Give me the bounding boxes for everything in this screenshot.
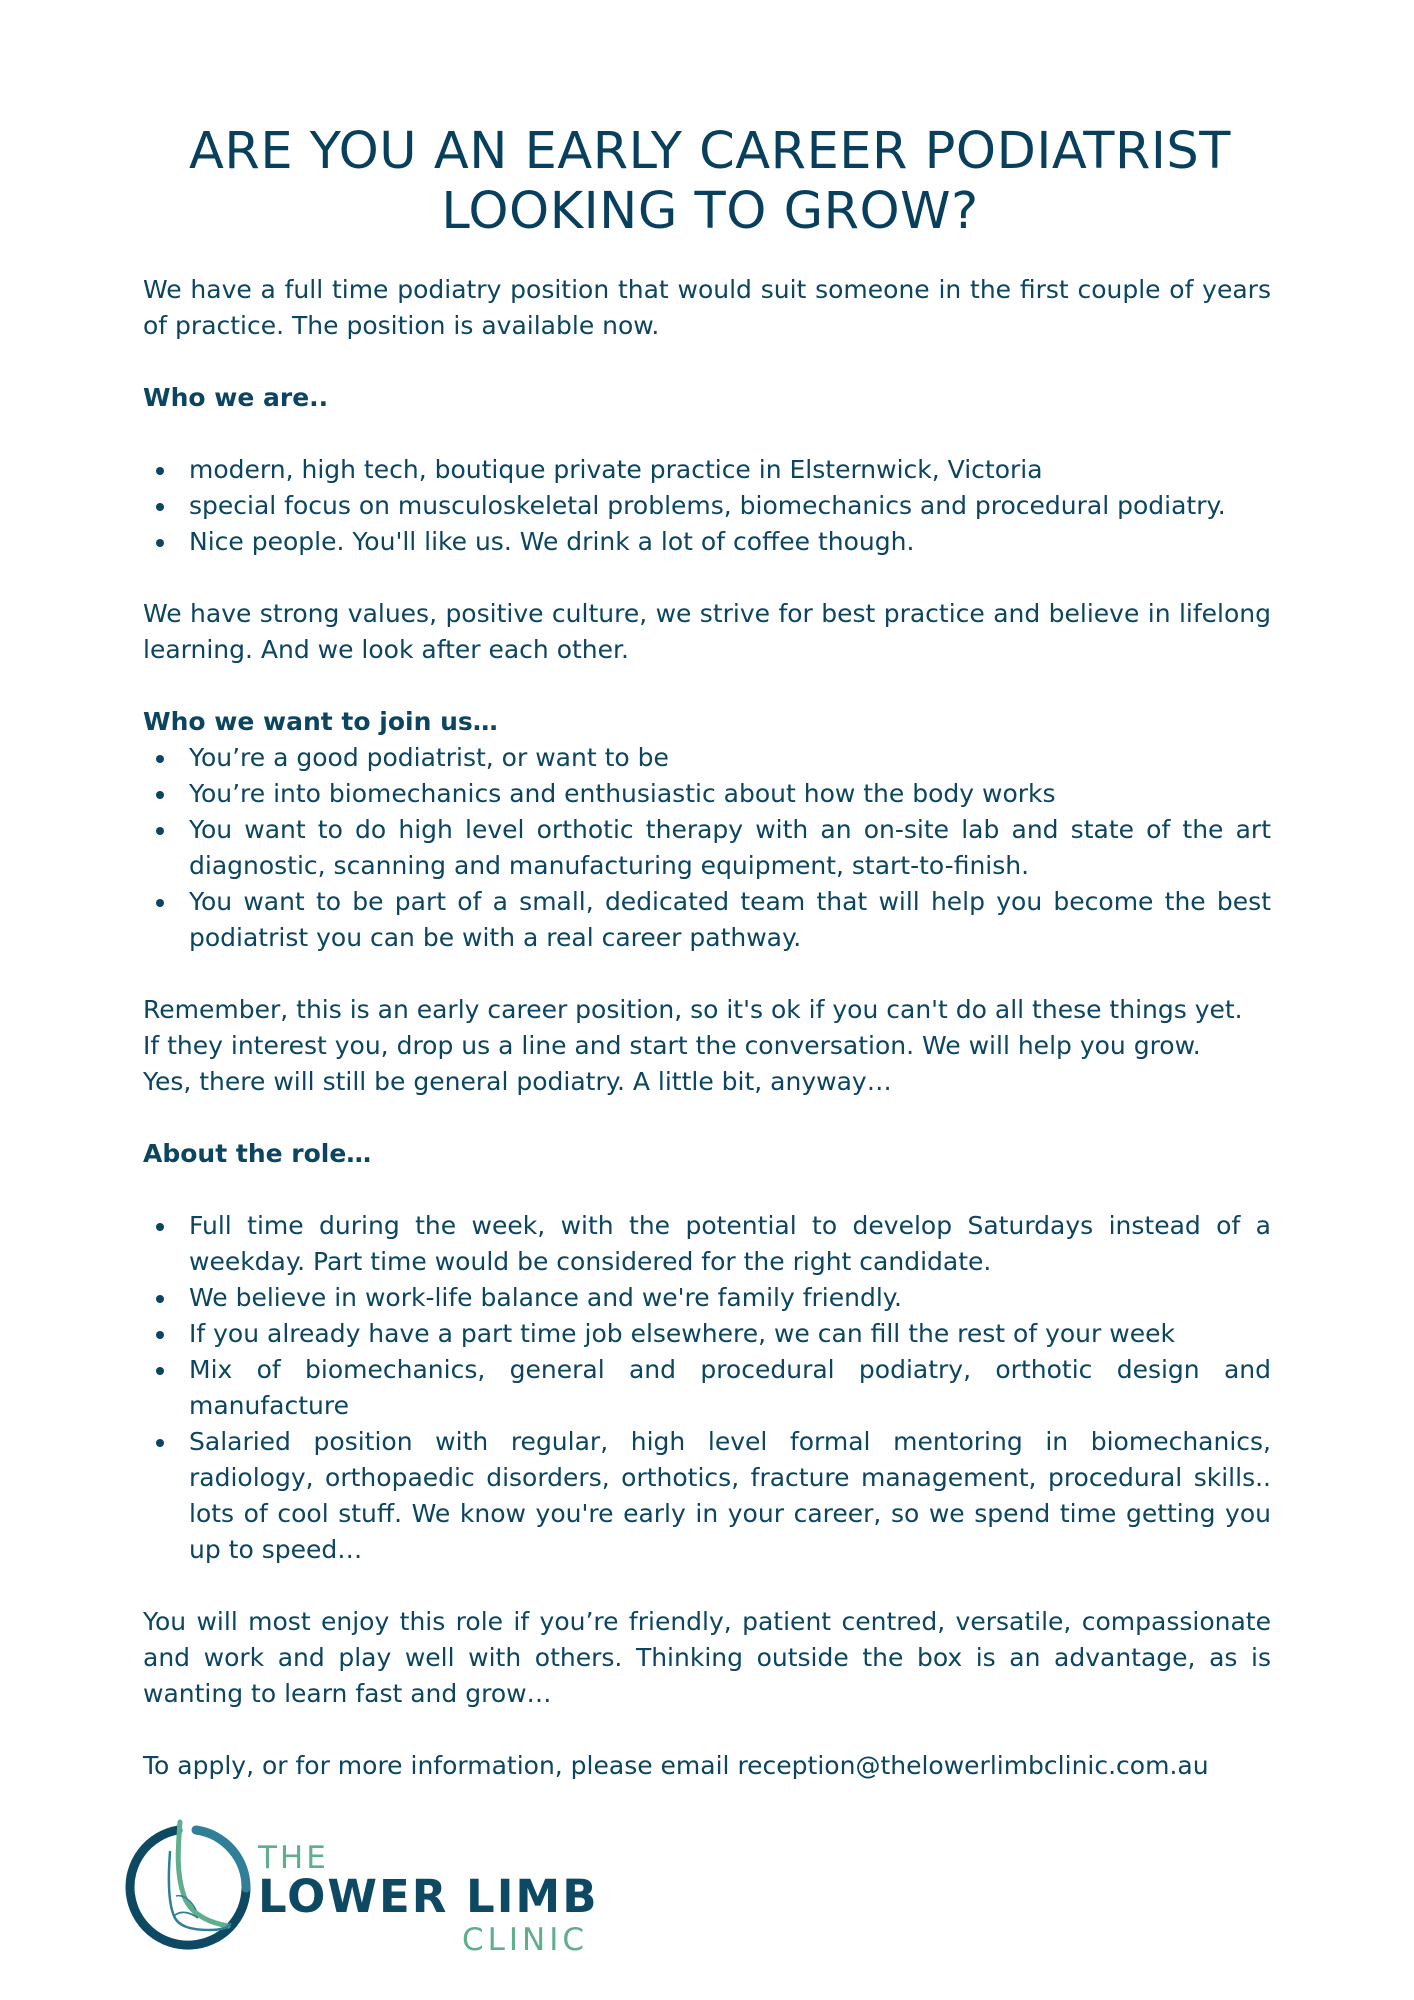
list-item: Nice people. You'll like us. We drink a lot of coffee though. xyxy=(143,524,1271,560)
enjoy-paragraph: You will most enjoy this role if you’re friendly, patient centred, versatile, compassionate and work and play well with others. Thinking outside the box is an advantage, as is wanting to learn fast and grow… xyxy=(143,1607,1271,1708)
remember-line-1: Remember, this is an early career position, so it's ok if you can't do all these things yet. xyxy=(143,995,1243,1024)
intro-paragraph: We have a full time podiatry position that would suit someone in the first couple of years of practice. The position is available now. xyxy=(143,275,1271,340)
list-item: You want to be part of a small, dedicated team that will help you become the best podiatrist you can be with a real career pathway. xyxy=(143,884,1271,956)
list-item: You’re a good podiatrist, or want to be xyxy=(143,740,1271,776)
remember-line-3: Yes, there will still be general podiatry. A little bit, anyway… xyxy=(143,1067,892,1096)
list-item: If you already have a part time job elsewhere, we can fill the rest of your week xyxy=(143,1316,1271,1352)
list-item: We believe in work-life balance and we're family friendly. xyxy=(143,1280,1271,1316)
remember-line-2: If they interest you, drop us a line and start the conversation. We will help you grow. xyxy=(143,1031,1201,1060)
values-paragraph: We have strong values, positive culture, we strive for best practice and believe in lifelong learning. And we look after each other. xyxy=(143,599,1271,664)
list-item: special focus on musculoskeletal problems, biomechanics and procedural podiatry. xyxy=(143,488,1271,524)
about-role-list xyxy=(143,1208,1271,1568)
list-item: Salaried position with regular, high level formal mentoring in biomechanics, radiology, orthopaedic disorders, orthotics, fracture management, procedural skills.. lots of cool stuff. We know you're early in your career, so we spend time getting you up to speed… xyxy=(143,1424,1271,1568)
title-line-2: LOOKING TO GROW? xyxy=(441,182,979,241)
foot-circle-logo-icon xyxy=(118,1818,258,1958)
list-item: Full time during the week, with the potential to develop Saturdays instead of a weekday. Part time would be considered for the right candidate. xyxy=(143,1208,1271,1280)
who-we-are-heading: Who we are.. xyxy=(143,383,329,412)
clinic-logo xyxy=(118,1818,638,1958)
list-item: modern, high tech, boutique private practice in Elsternwick, Victoria xyxy=(143,452,1271,488)
who-we-want-heading: Who we want to join us… xyxy=(143,707,498,736)
list-item: You want to do high level orthotic therapy with an on-site lab and state of the art diagnostic, scanning and manufacturing equipment, start-to-finish. xyxy=(143,812,1271,884)
page-title xyxy=(120,122,1300,242)
who-we-are-list xyxy=(143,452,1271,560)
title-line-1: ARE YOU AN EARLY CAREER PODIATRIST xyxy=(189,122,1231,181)
who-we-want-list xyxy=(143,740,1271,956)
list-item: You’re into biomechanics and enthusiastic about how the body works xyxy=(143,776,1271,812)
apply-line: To apply, or for more information, please email reception@thelowerlimbclinic.com.au xyxy=(143,1751,1209,1780)
job-description xyxy=(143,272,1271,1784)
logo-word-lower-limb: LOWER LIMB xyxy=(258,1870,599,1923)
about-role-heading: About the role… xyxy=(143,1139,372,1168)
list-item: Mix of biomechanics, general and procedural podiatry, orthotic design and manufacture xyxy=(143,1352,1271,1424)
logo-word-clinic: CLINIC xyxy=(462,1922,589,1958)
logo-word-the: THE xyxy=(258,1840,329,1876)
